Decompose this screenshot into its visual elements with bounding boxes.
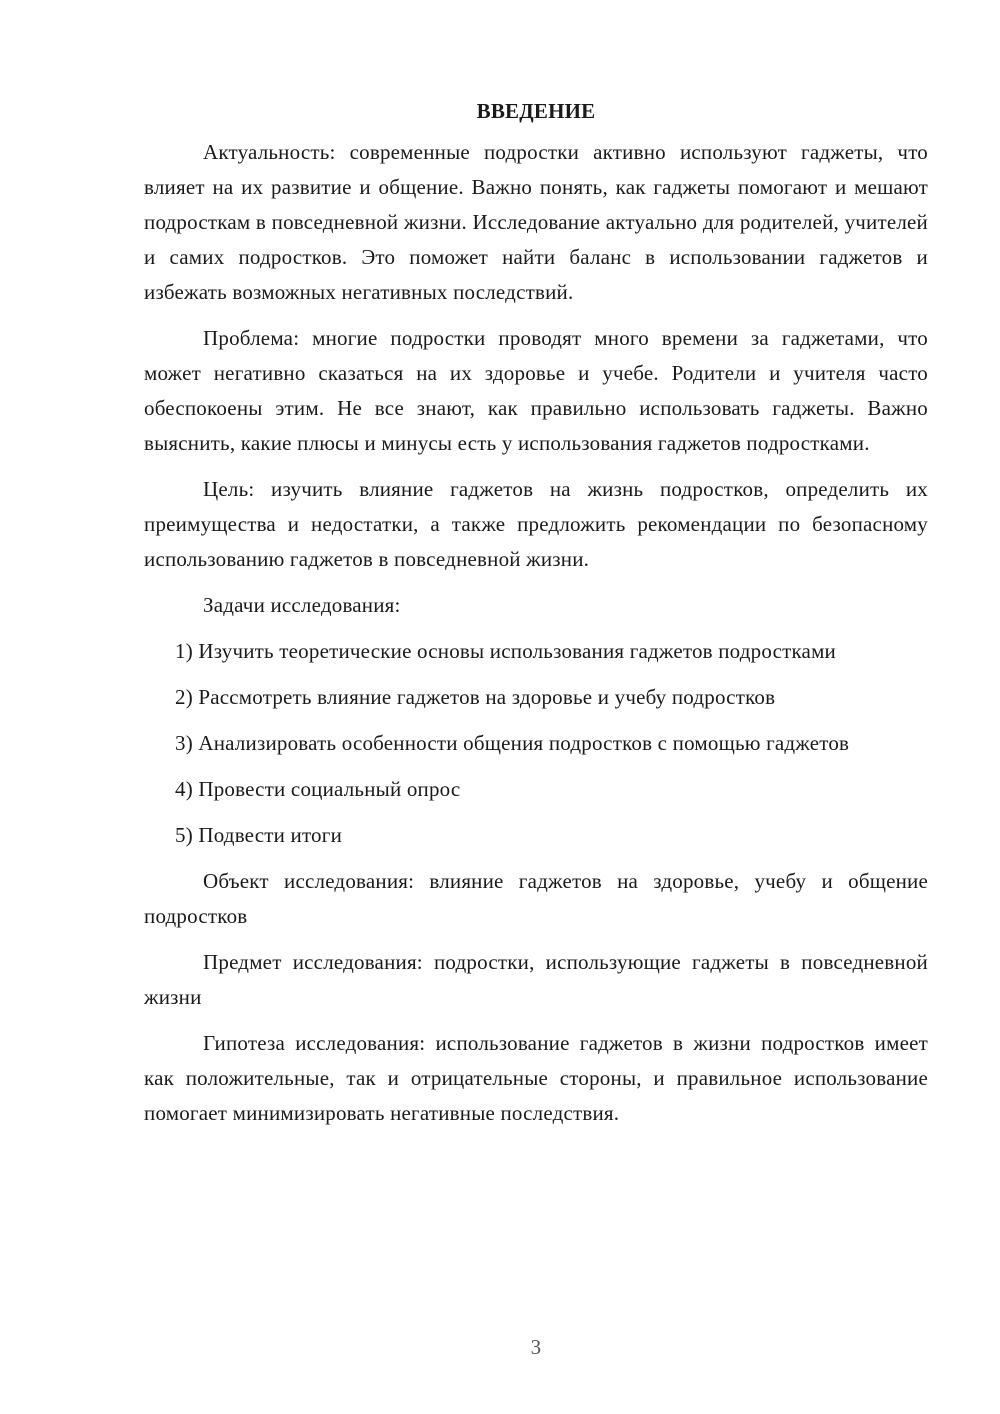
- object-paragraph: Объект исследования: влияние гаджетов на здоровье, учебу и общение подростков: [144, 869, 928, 928]
- section-title: ВВЕДЕНИЕ: [476, 99, 596, 123]
- task-item-2: 2) Рассмотреть влияние гаджетов на здоровье и учебу подростков: [175, 685, 776, 709]
- document-body: [144, 94, 928, 1131]
- task-item-3: 3) Анализировать особенности общения подростков с помощью гаджетов: [175, 731, 850, 755]
- task-item-4: 4) Провести социальный опрос: [175, 777, 461, 801]
- task-item-1: 1) Изучить теоретические основы использования гаджетов подростками: [175, 639, 837, 663]
- goal-paragraph: Цель: изучить влияние гаджетов на жизнь подростков, определить их преимущества и недостатки, а также предложить рекомендации по безопасному использованию гаджетов в повседневной жизни.: [144, 477, 928, 571]
- hypothesis-paragraph: Гипотеза исследования: использование гаджетов в жизни подростков имеет как положительные, так и отрицательные стороны, и правильное использование помогает минимизировать негативные последствия.: [144, 1031, 928, 1125]
- subject-paragraph: Предмет исследования: подростки, использующие гаджеты в повседневной жизни: [144, 950, 928, 1009]
- problem-paragraph: Проблема: многие подростки проводят много времени за гаджетами, что может негативно сказаться на их здоровье и учебе. Родители и учителя часто обеспокоены этим. Не все знают, как правильно использовать гаджеты. Важно выяснить, какие плюсы и минусы есть у использования гаджетов подростками.: [144, 326, 928, 455]
- task-item-5: 5) Подвести итоги: [175, 823, 343, 847]
- page-number: 3: [530, 1335, 542, 1359]
- tasks-heading: Задачи исследования:: [203, 593, 401, 617]
- relevance-paragraph: Актуальность: современные подростки активно используют гаджеты, что влияет на их развитие и общение. Важно понять, как гаджеты помогают и мешают подросткам в повседневной жизни. Исследование актуально для родителей, учителей и самих подростков. Это поможет найти баланс в использовании гаджетов и избежать возможных негативных последствий.: [144, 140, 928, 304]
